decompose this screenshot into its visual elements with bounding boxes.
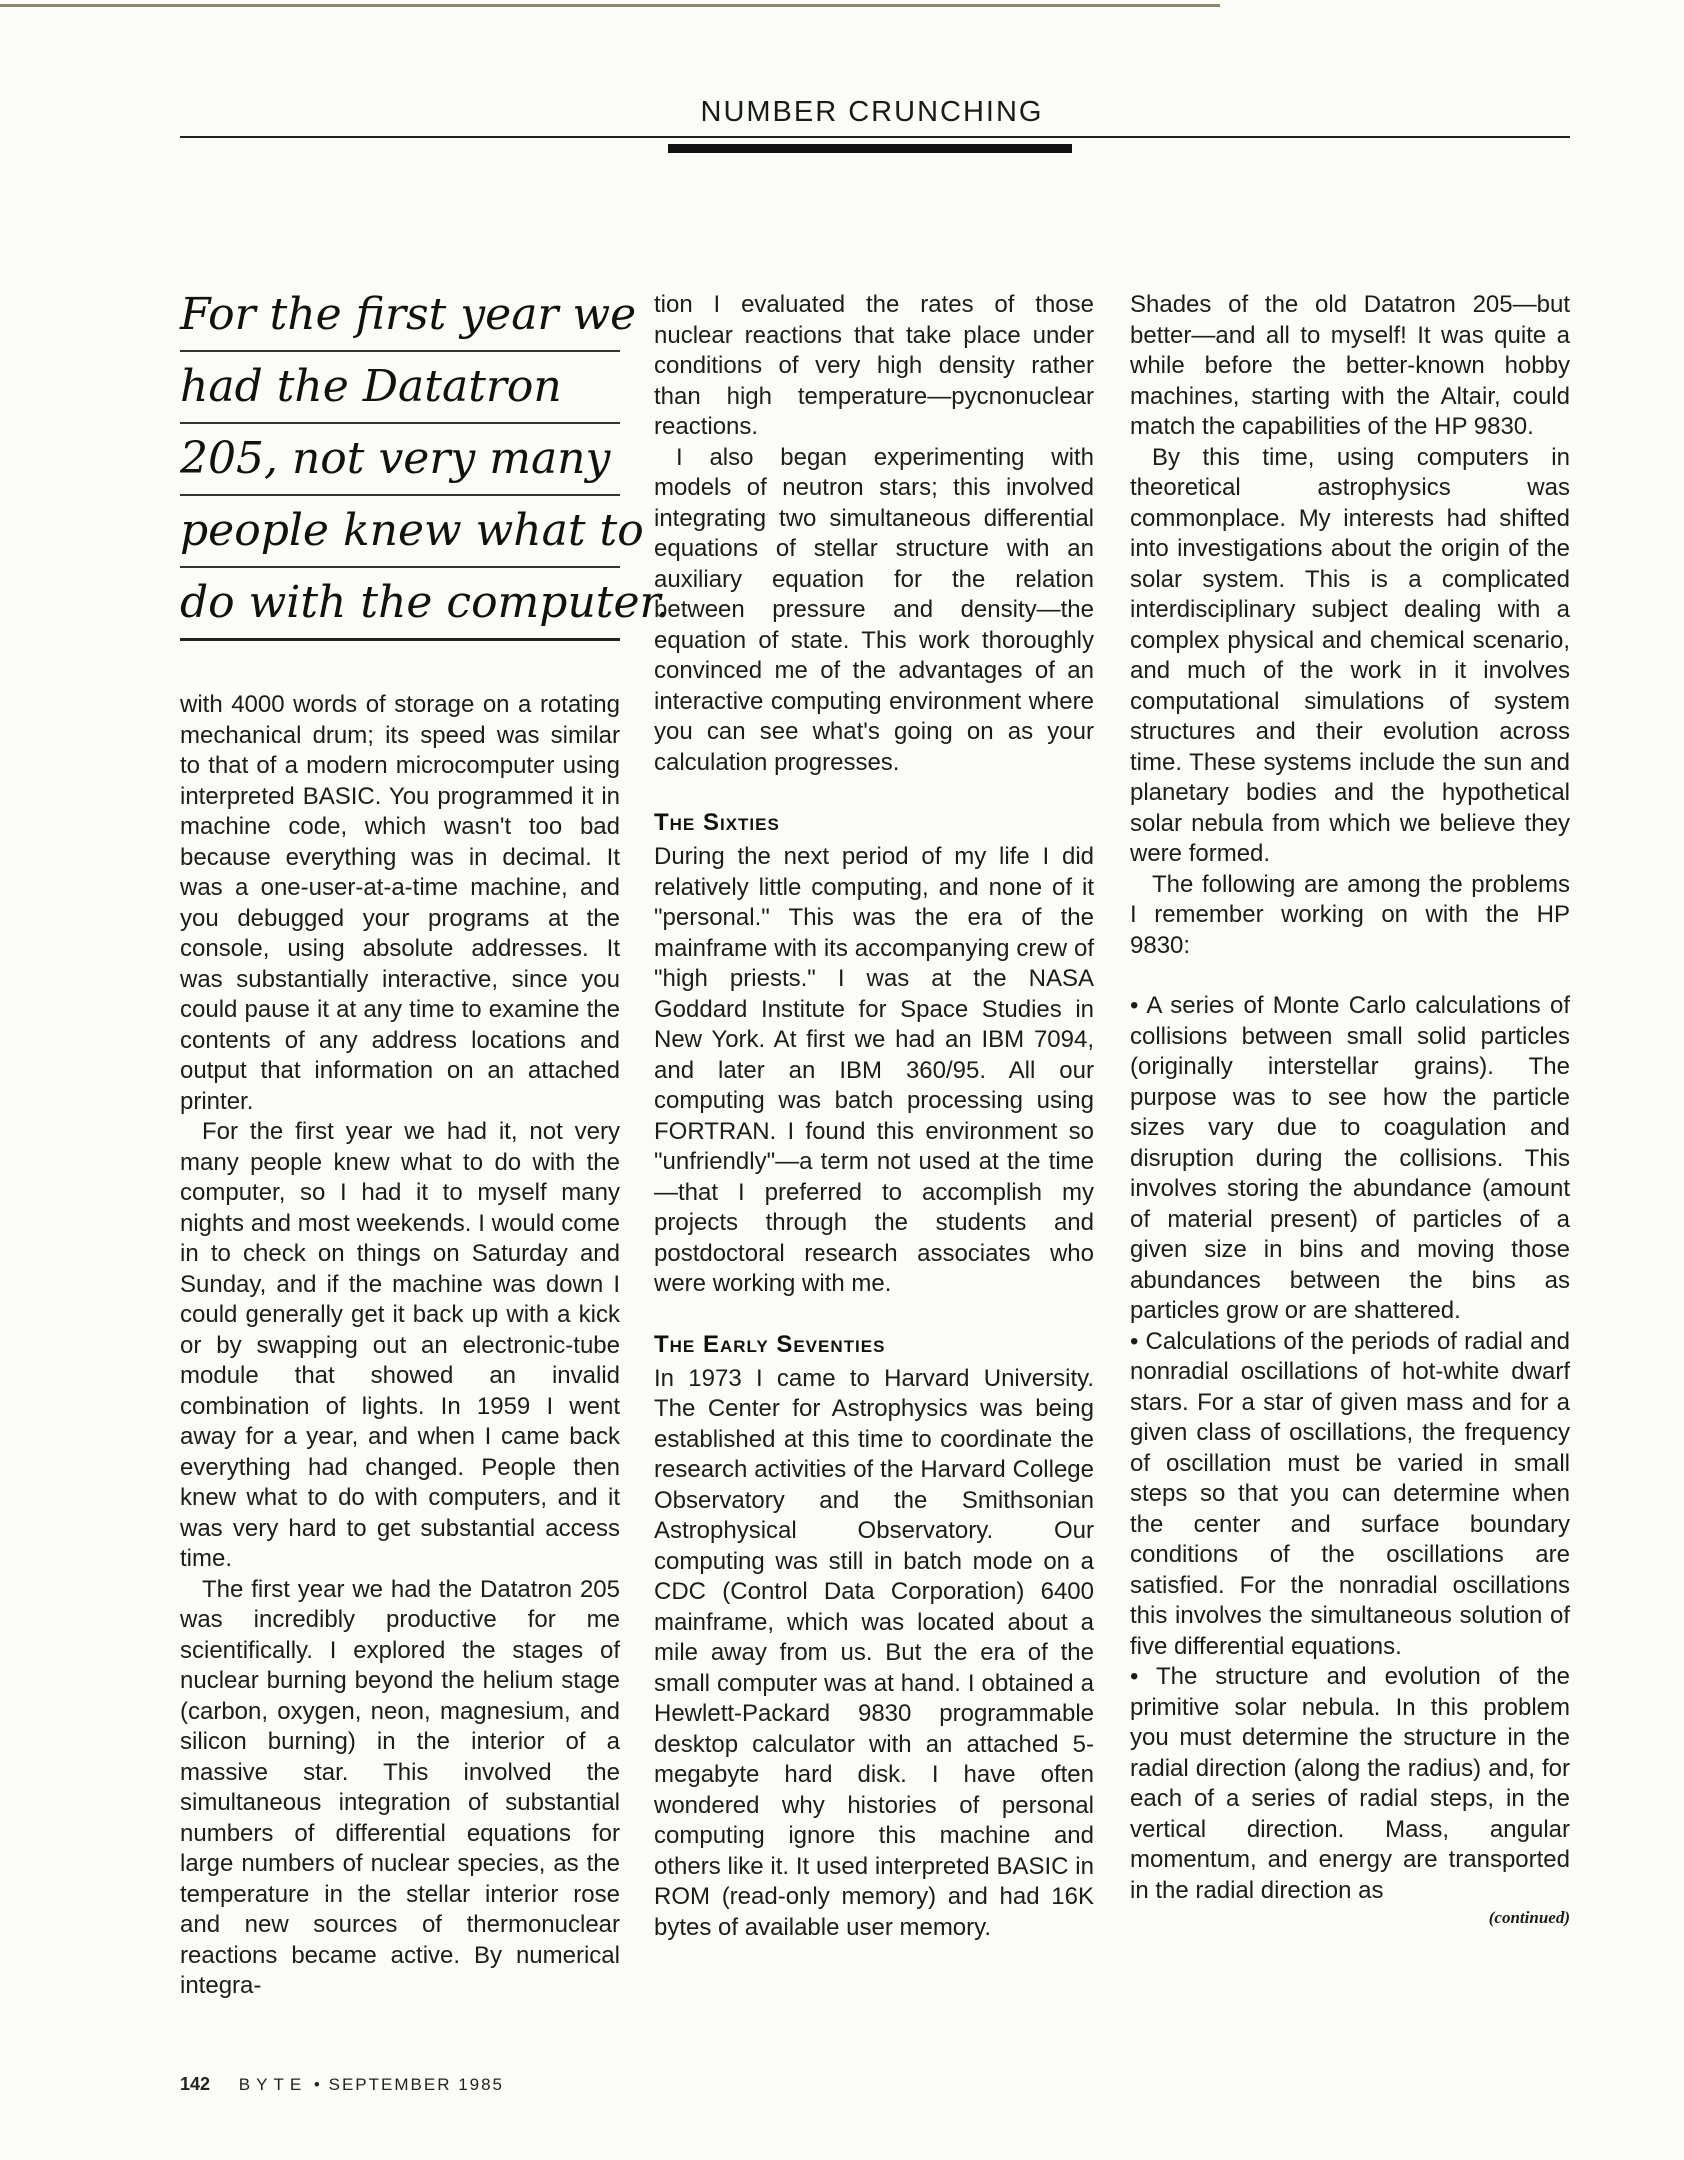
pull-quote-line: had the Datatron: [180, 352, 620, 424]
body-paragraph: Shades of the old Datatron 205—but better—and all to myself! It was quite a while before the better-known hobby machines, starting with the Altair, could match the capabilities of the HP 9830.: [1130, 291, 1570, 440]
body-paragraph: In 1973 I came to Harvard University. The Center for Astrophysics was being established at this time to coordinate the research activities of the Harvard College Observatory and the Smithsonian Astrophysical Observatory. Our computing was still in batch mode on a CDC (Control Data Corporation) 6400 mainframe, which was located about a mile away from us. But the era of the small computer was at hand. I obtained a Hewlett-Packard 9830 programmable desktop calculator with an attached 5-megabyte hard disk. I have often wondered why histories of personal computing ignore this machine and others like it. It used interpreted BASIC in ROM (read-only memory) and had 16K bytes of available user memory.: [654, 1364, 1094, 1941]
pull-quote-line: For the first year we: [180, 280, 620, 352]
body-paragraph: The following are among the problems I remember working on with the HP 9830:: [1130, 870, 1570, 959]
spacer: [1130, 961, 1570, 991]
body-paragraph: I also began experimenting with models of neutron stars; this involved integrating two simultaneous differential equations of stellar structure with an auxiliary equation for the relation between pressure and density—the equation of state. This work thoroughly convinced me of the advantages of an interactive computing environment where you can see what's going on as your calculation progresses.: [654, 443, 1094, 776]
header-accent-bar: [668, 144, 1072, 153]
magazine-name: BYTE: [238, 2075, 308, 2094]
issue-date: SEPTEMBER 1985: [328, 2075, 505, 2094]
section-heading-early-seventies: The Early Seventies: [654, 1330, 886, 1358]
header-rule: [180, 136, 1570, 138]
pull-quote-line: people knew what to: [180, 496, 620, 568]
bullet-item: • Calculations of the periods of radial and nonradial oscillations of hot-white dwarf stars. For a star of given mass and for a given class of oscillations, the frequency of oscillation must be varied in small steps so that you can determine when the center and surface boundary conditions of the oscillations are satisfied. For the nonradial oscillations this involves the simultaneous solution of five differential equations.: [1130, 1327, 1570, 1660]
article-column-1: [180, 690, 620, 2002]
body-paragraph: tion I evaluated the rates of those nuclear reactions that take place under conditions of very high density rather than high temperature—pycnonuclear reactions.: [654, 291, 1094, 440]
article-column-2: [654, 290, 1094, 1943]
page-number: 142: [180, 2074, 211, 2094]
top-border-line: [0, 4, 1220, 7]
body-paragraph: with 4000 words of storage on a rotating mechanical drum; its speed was similar to that of a modern microcomputer using interpreted BASIC. You programmed it in machine code, which wasn't too bad because everything was in decimal. It was a one-user-at-a-time machine, and you debugged your programs at the console, using absolute addresses. It was substantially interactive, since you could pause it at any time to examine the contents of any address locations and output that information on an attached printer.: [180, 691, 620, 1115]
section-heading-sixties: The Sixties: [654, 809, 780, 836]
body-paragraph: By this time, using computers in theoretical astrophysics was commonplace. My interests had shifted into investigations about the origin of the solar system. This is a complicated interdisciplinary subject dealing with a complex physical and chemical scenario, and much of the work in it involves computational simulations of system structures and their evolution across time. These systems include the sun and planetary bodies and the hypothetical solar nebula from which we believe they were formed.: [1130, 443, 1570, 867]
bullet-item: • A series of Monte Carlo calculations of collisions between small solid particles (originally interstellar grains). The purpose was to see how the particle sizes vary due to coagulation and disruption during the collisions. This involves storing the abundance (amount of material present) of particles of a given size in bins and moving those abundances between the bins as particles grow or are shattered.: [1130, 992, 1570, 1324]
continued-label: (continued): [1488, 1908, 1570, 1927]
page-footer: [180, 2074, 504, 2095]
section-header: NUMBER CRUNCHING: [700, 96, 1044, 128]
pull-quote-line: do with the computer.: [180, 568, 620, 641]
pull-quote-line: 205, not very many: [180, 424, 620, 496]
article-column-3: [1130, 290, 1570, 1930]
pull-quote: [180, 280, 670, 641]
body-paragraph: During the next period of my life I did relatively little computing, and none of it "personal." This was the era of the mainframe with its accompanying crew of "high priests." I was at the NASA Goddard Institute for Space Studies in New York. At first we had an IBM 7094, and later an IBM 360/95. All our computing was batch processing using FORTRAN. I found this environment so "unfriendly"—a term not used at the time—that I preferred to accomplish my projects through the students and postdoctoral research associates who were working with me.: [654, 843, 1094, 1297]
body-paragraph: The first year we had the Datatron 205 was incredibly productive for me scientifically. I explored the stages of nuclear burning beyond the helium stage (carbon, oxygen, neon, magnesium, and silicon burning) in the interior of a massive star. This involved the simultaneous integration of substantial numbers of differential equations for large numbers of nuclear species, as the temperature in the stellar interior rose and new sources of thermonuclear reactions became active. By numerical integra-: [180, 1575, 620, 1999]
footer-separator: •: [313, 2075, 322, 2094]
bullet-item: • The structure and evolution of the primitive solar nebula. In this problem you must determine the structure in the radial direction (along the radius) and, for each of a series of radial steps, in the vertical direction. Mass, angular momentum, and energy are transported in the radial direction as: [1130, 1663, 1570, 1904]
body-paragraph: For the first year we had it, not very many people knew what to do with the computer, so I had it to myself many nights and most weekends. I would come in to check on things on Saturday and Sunday, and if the machine was down I could generally get it back up with a kick or by swapping out an electronic-tube module that showed an invalid combination of lights. In 1959 I went away for a year, and when I came back everything had changed. People then knew what to do with computers, and it was very hard to get substantial access time.: [180, 1118, 620, 1572]
